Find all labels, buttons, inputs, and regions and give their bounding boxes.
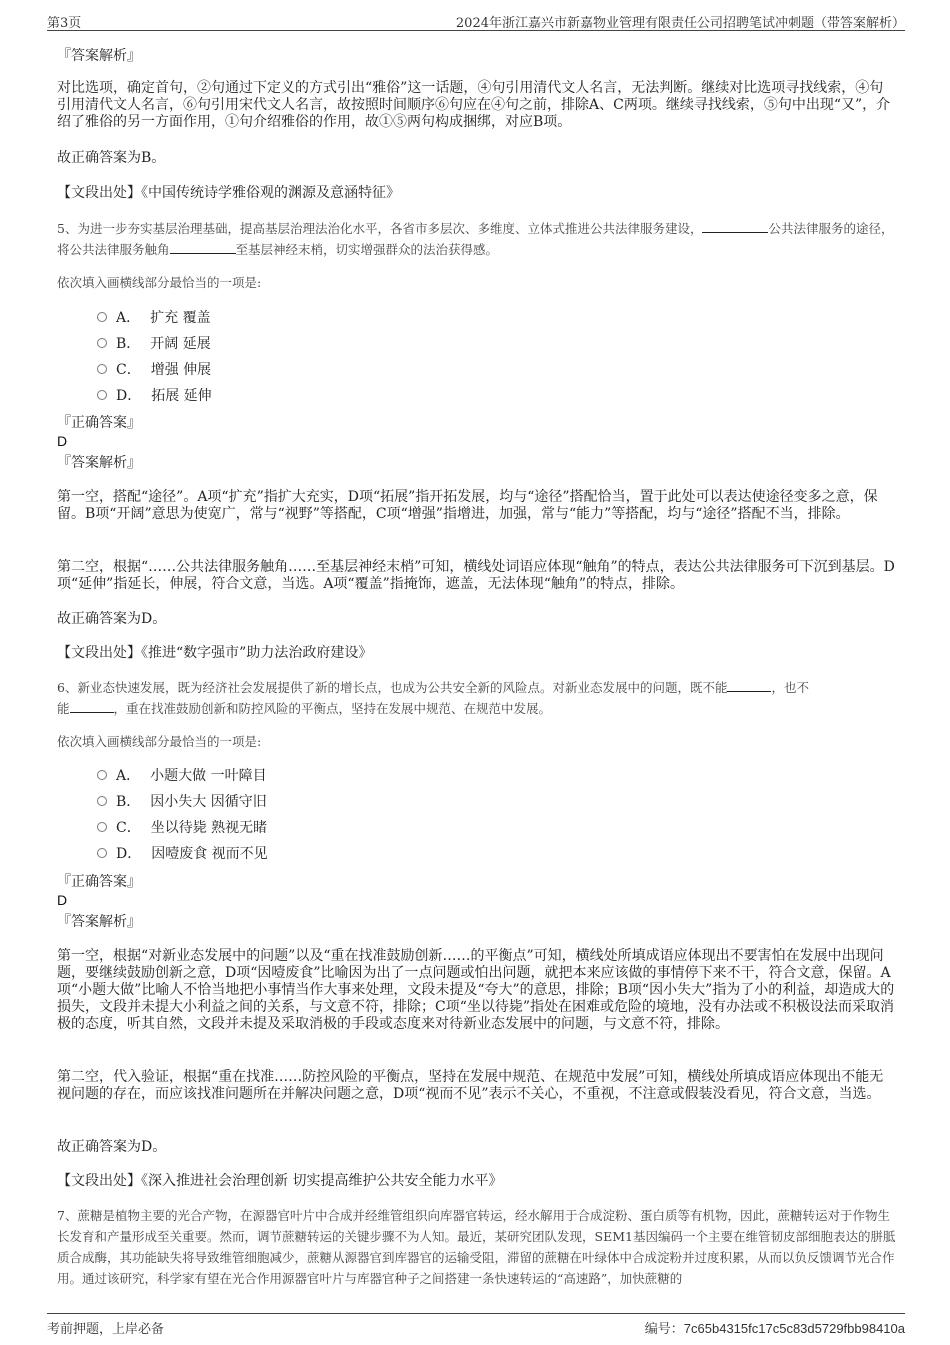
q5-correct-label: 『正确答案』 (57, 415, 141, 431)
radio-icon[interactable] (97, 338, 107, 348)
page-footer (47, 1313, 905, 1336)
q6-option-b[interactable]: B． 因小失大 因循守旧 (97, 793, 267, 811)
q5-analysis-label: 『答案解析』 (57, 455, 141, 471)
q6-blank-2 (70, 700, 114, 713)
q5-source (57, 645, 897, 662)
q5-option-d[interactable]: D． 拓展 延伸 (97, 387, 212, 405)
q7-stem: 7、蔗糖是植物主要的光合产物，在源器官叶片中合成并经维管组织向库器官转运，经水解用于合成淀粉、蛋白质等有机物，因此，蔗糖转运对于作物生长发育和产量形成至关重要。然而，调节蔗糖转运的关键步骤不为人知。最近，某研究团队发现，SEM1基因编码一个主要在维管韧皮部细胞表达的胼胝质合成酶，其功能缺失将导致维管细胞减少，蔗糖从源器官到库器官的运输受阻，滞留的蔗糖在叶绿体中合成淀粉并过度积累，从而以负反馈调节光合作用。通过该研究，科学家有望在光合作用源器官叶片与库器官种子之间搭建一条快速转运的“高速路”，加快蔗糖的 (57, 1208, 896, 1286)
q4-source (57, 185, 897, 202)
q5-conclusion: 故正确答案为D。 (57, 611, 167, 627)
q6-option-a[interactable]: A． 小题大做 一叶障目 (97, 767, 267, 785)
q5-source-label: 【文段出处】 (57, 645, 141, 661)
q5-stem-part1: 5、为进一步夯实基层治理基础，提高基层治理法治化水平，各省市多层次、多维度、立体式推进公共法律服务建设， (57, 221, 703, 236)
q4-source-title: 《中国传统诗学雅俗观的渊源及意涵特征》 (141, 185, 400, 201)
q5-analysis-2: 第二空，根据“……公共法律服务触角……至基层神经末梢”可知，横线处词语应体现“触角”的特点，表达公共法律服务可下沉到基层。D项“延伸”指延长，伸展，符合文意，当选。A项“覆盖”指掩饰，遮盖，无法体现“触角”的特点，排除。 (57, 559, 895, 592)
q6-prompt: 依次填入画横线部分最恰当的一项是: (57, 734, 262, 749)
radio-icon[interactable] (97, 312, 107, 322)
q4-source-label: 【文段出处】 (57, 185, 141, 201)
q5-source-title: 《推进“数字强市”助力法治政府建设》 (141, 645, 373, 661)
q6-stem (57, 677, 897, 719)
radio-icon[interactable] (97, 796, 107, 806)
q6-stem-part4: ，重在找准鼓励创新和防控风险的平衡点，坚持在发展中规范、在规范中发展。 (113, 701, 552, 716)
q6-option-d[interactable]: D． 因噎废食 视而不见 (97, 845, 268, 863)
q5-option-c[interactable]: C． 增强 伸展 (97, 361, 211, 379)
q6-source-title: 《深入推进社会治理创新 切实提高维护公共安全能力水平》 (141, 1173, 503, 1189)
radio-icon[interactable] (97, 848, 107, 858)
q6-correct-label: 『正确答案』 (57, 874, 141, 890)
q5-correct-answer: D (57, 433, 68, 449)
q6-conclusion: 故正确答案为D。 (57, 1139, 167, 1155)
q5-stem (57, 218, 897, 260)
page-header (47, 8, 905, 31)
q6-source (57, 1173, 897, 1190)
radio-icon[interactable] (97, 390, 107, 400)
q6-stem-part3: 能 (57, 701, 70, 716)
q5-stem-part2: 公共法律服务的途径，将公共法律服务触角 (57, 221, 894, 257)
q6-analysis-1: 第一空，根据“对新业态发展中的问题”以及“重在找准鼓励创新……的平衡点”可知，横线处所填成语应体现出不要害怕在发展中出现问题，要继续鼓励创新之意，D项“因噎废食”比喻因为出了一点问题或怕出问题，就把本来应该做的事情停下来不干，符合文意，保留。A项“小题大做”比喻人不恰当地把小事情当作大事来处理，文段未提及“夸大”的意思，排除；B项“因小失大”指为了小的利益，却造成大的损失，文段并未提大小利益之间的关系，与文意不符，排除；C项“坐以待毙”指处在困难或危险的境地，没有办法或不积极设法而采取消极的态度，听其自然，文段并未提及采取消极的手段或态度来对待新业态发展中的问题，与文意不符，排除。 (57, 948, 895, 1032)
q6-option-c[interactable]: C． 坐以待毙 熟视无睹 (97, 819, 267, 837)
q5-option-b[interactable]: B． 开阔 延展 (97, 335, 211, 353)
q6-correct-answer: D (57, 892, 68, 908)
q4-analysis-text: 对比选项，确定首句，②句通过下定义的方式引出“雅俗”这一话题，④句引用清代文人名言，无法判断。继续对比选项寻找线索，④句引用清代文人名言，⑥句引用宋代文人名言，故按照时间顺序⑥句应在④句之前，排除A、C两项。继续寻找线索，⑤句中出现“又”，介绍了雅俗的另一方面作用，①句介绍雅俗的作用，故①⑤两句构成捆绑，对应B项。 (57, 80, 891, 130)
document-title: 2024年浙江嘉兴市新嘉物业管理有限责任公司招聘笔试冲刺题（带答案解析） (455, 16, 905, 31)
radio-icon[interactable] (97, 770, 107, 780)
footer-code-value: 7c65b4315fc17c5c83d5729fbb98410a (683, 1321, 905, 1336)
footer-code-label: 编号： (644, 1322, 684, 1337)
radio-icon[interactable] (97, 364, 107, 374)
q5-stem-part3: 至基层神经末梢，切实增强群众的法治获得感。 (235, 242, 499, 257)
q4-conclusion: 故正确答案为B。 (57, 150, 166, 166)
q5-blank-2 (170, 241, 236, 254)
q5-option-a[interactable]: A． 扩充 覆盖 (97, 309, 211, 327)
q6-stem-part2: ，也不 (771, 680, 809, 695)
q6-analysis-label: 『答案解析』 (57, 914, 141, 930)
page-number: 第3页 (47, 16, 82, 31)
q5-analysis-1: 第一空，搭配“途径”。A项“扩充”指扩大充实，D项“拓展”指开拓发展，均与“途径”搭配恰当，置于此处可以表达使途径变多之意，保留。B项“开阔”意思为使宽广，常与“视野”等搭配，C项“增强”指增进，加强，常与“能力”等搭配，均与“途径”搭配不当，排除。 (57, 489, 878, 522)
q5-blank-1 (702, 220, 768, 233)
q6-source-label: 【文段出处】 (57, 1173, 141, 1189)
q6-stem-part1: 6、新业态快速发展，既为经济社会发展提供了新的增长点，也成为公共安全新的风险点。对新业态发展中的问题，既不能 (57, 680, 728, 695)
q5-prompt: 依次填入画横线部分最恰当的一项是: (57, 275, 262, 290)
footer-code (645, 1318, 905, 1337)
q6-blank-1 (727, 679, 771, 692)
q4-analysis-label: 『答案解析』 (57, 48, 141, 64)
footer-slogan: 考前押题，上岸必备 (47, 1322, 165, 1337)
q6-analysis-2: 第二空，代入验证，根据“重在找准……防控风险的平衡点，坚持在发展中规范、在规范中发展”可知，横线处所填成语应体现出不能无视问题的存在，而应该找准问题所在并解决问题之意，D项“视而不见”表示不关心，不重视，不注意或假装没看见，符合文意，当选。 (57, 1069, 884, 1102)
radio-icon[interactable] (97, 822, 107, 832)
